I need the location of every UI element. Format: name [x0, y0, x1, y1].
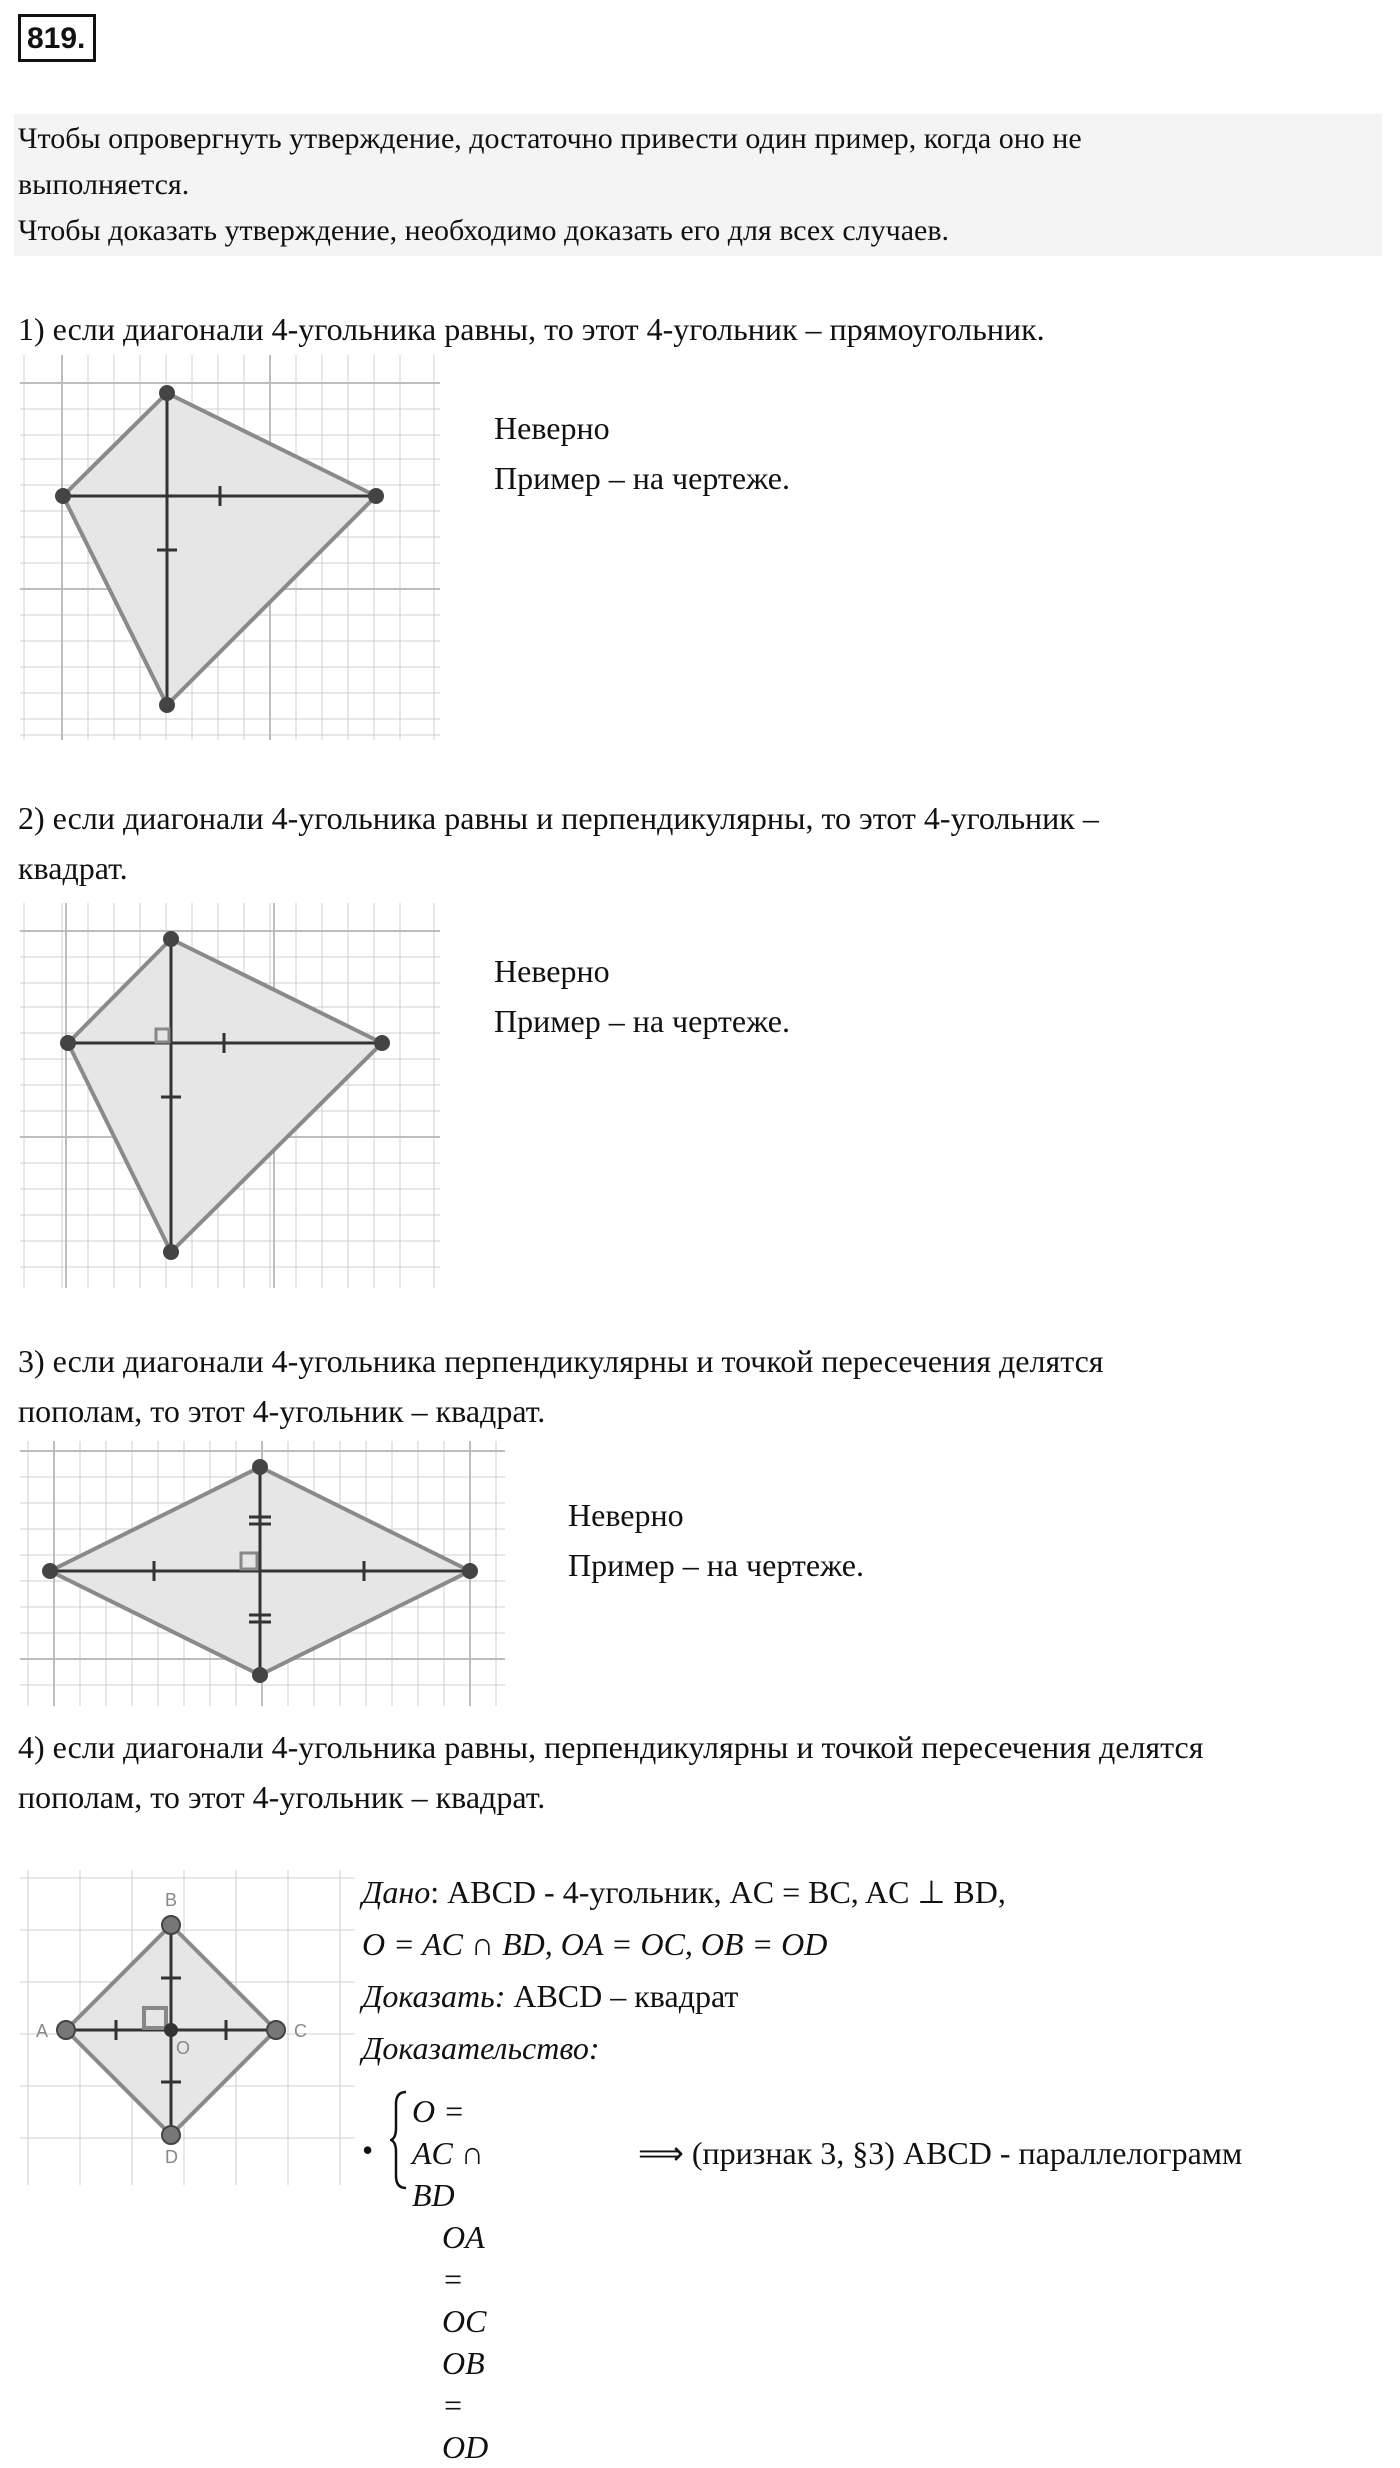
given-row	[362, 1866, 1006, 1918]
system-lines	[412, 2090, 488, 2468]
task-3-statement	[18, 1336, 1103, 1436]
note-line-2: выполняется.	[18, 168, 190, 201]
task-2-verdict: Неверно	[494, 953, 610, 989]
prove-text: ABCD – квадрат	[505, 1978, 739, 2014]
task-3-verdict: Неверно	[568, 1497, 684, 1533]
task-1-line-1: 1) если диагонали 4-угольника равны, то этот 4-угольник – прямоугольник.	[18, 311, 1045, 347]
given-line-1: : ABCD - 4-угольник, AC = BC, AC ⊥ BD,	[430, 1874, 1006, 1910]
task-1-example: Пример – на чертеже.	[494, 460, 790, 496]
label-d: D	[165, 2147, 178, 2167]
problem-number: 819.	[18, 14, 96, 62]
figure-3-rhombus	[20, 1441, 505, 1706]
proof-block	[362, 1866, 1006, 2074]
task-1-answer	[494, 403, 790, 503]
proof-label: Доказательство:	[362, 2030, 600, 2066]
system-line-1: O = AC ∩ BD	[412, 2093, 484, 2213]
figure-1-kite	[20, 355, 440, 740]
prove-row	[362, 1970, 1006, 2022]
conclusion: ⟹ (признак 3, §3) ABCD - параллелограмм	[638, 2135, 1243, 2171]
figure-4-square	[20, 1870, 355, 2185]
task-2-statement	[18, 793, 1099, 893]
label-b: B	[165, 1890, 178, 1910]
given-label: Дано	[362, 1874, 431, 1910]
task-4-line-2: пополам, то этот 4-угольник – квадрат.	[18, 1779, 546, 1815]
system-line-2: OA = OC	[442, 2219, 487, 2339]
task-4-statement	[18, 1722, 1203, 1822]
task-2-line-2: квадрат.	[18, 850, 128, 886]
label-a: A	[36, 2021, 49, 2041]
intro-note	[14, 114, 1382, 256]
figure-2-kite-perpendicular	[20, 903, 440, 1288]
task-3-answer	[568, 1490, 864, 1590]
given-line-2: O = AC ∩ BD, OA = OC, OB = OD	[362, 1926, 828, 1962]
label-o: O	[176, 2038, 191, 2058]
note-line-3: Чтобы доказать утверждение, необходимо доказать его для всех случаев.	[18, 214, 949, 247]
system-line-3: OB = OD	[442, 2345, 489, 2465]
task-2-example: Пример – на чертеже.	[494, 1003, 790, 1039]
prove-label: Доказать:	[362, 1978, 506, 2014]
task-1-statement	[18, 304, 1045, 354]
bullet: •	[362, 2132, 374, 2168]
brace-icon	[390, 2090, 410, 2190]
task-4-line-1: 4) если диагонали 4-угольника равны, перпендикулярны и точкой пересечения делятся	[18, 1729, 1204, 1765]
task-1-verdict: Неверно	[494, 410, 610, 446]
task-2-line-1: 2) если диагонали 4-угольника равны и перпендикулярны, то этот 4-угольник –	[18, 800, 1099, 836]
task-3-example: Пример – на чертеже.	[568, 1547, 864, 1583]
note-line-1: Чтобы опровергнуть утверждение, достаточно привести один пример, когда оно не	[18, 122, 1082, 155]
task-2-answer	[494, 946, 790, 1046]
task-3-line-2: пополам, то этот 4-угольник – квадрат.	[18, 1393, 546, 1429]
label-c: C	[294, 2021, 307, 2041]
task-3-line-1: 3) если диагонали 4-угольника перпендикулярны и точкой пересечения делятся	[18, 1343, 1104, 1379]
